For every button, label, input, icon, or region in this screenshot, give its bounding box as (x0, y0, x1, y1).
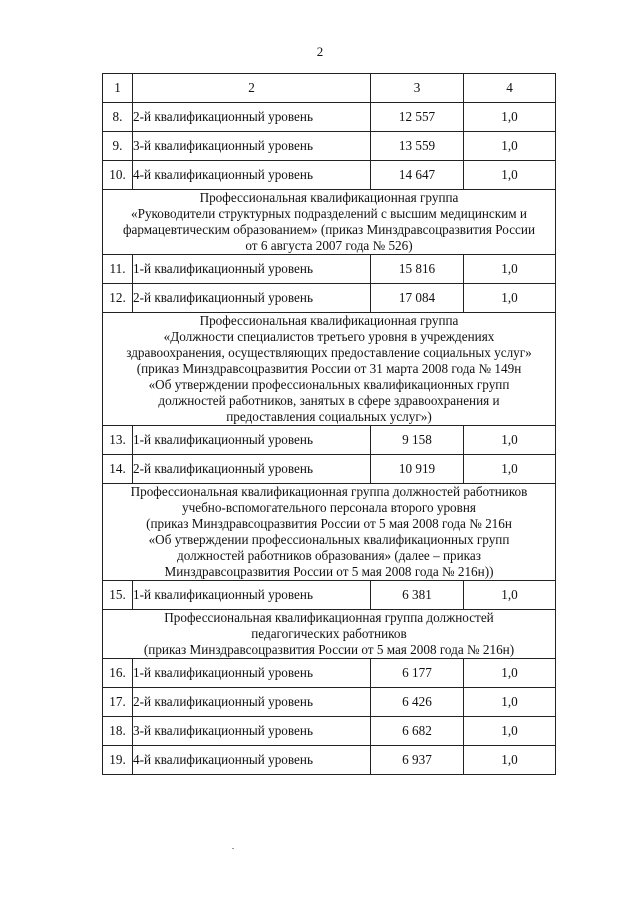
qualification-level: 1-й квалификационный уровень (133, 426, 371, 455)
group-heading-line: «Руководители структурных подразделений с высшим медицинским и (131, 206, 527, 221)
coefficient: 1,0 (464, 581, 556, 610)
base-salary: 10 919 (371, 455, 464, 484)
group-heading-line: (приказ Минздравсоцразвития России от 5 мая 2008 года № 216н (146, 516, 512, 531)
table-row (103, 455, 556, 484)
group-heading-row (103, 484, 556, 581)
group-heading (103, 610, 556, 659)
row-number: 8. (103, 103, 133, 132)
qualification-level: 3-й квалификационный уровень (133, 717, 371, 746)
table-row (103, 284, 556, 313)
group-heading-line: педагогических работников (251, 626, 407, 641)
group-heading (103, 484, 556, 581)
table-row (103, 103, 556, 132)
coefficient: 1,0 (464, 103, 556, 132)
base-salary: 15 816 (371, 255, 464, 284)
group-heading-line: предоставления социальных услуг») (226, 409, 432, 424)
qualification-level: 2-й квалификационный уровень (133, 455, 371, 484)
scan-mark (232, 848, 234, 849)
row-number: 11. (103, 255, 133, 284)
group-heading-line: Минздравсоцразвития России от 5 мая 2008 года № 216н)) (164, 564, 494, 579)
group-heading-row (103, 313, 556, 426)
table-row (103, 688, 556, 717)
row-number: 14. (103, 455, 133, 484)
row-number: 15. (103, 581, 133, 610)
row-number: 13. (103, 426, 133, 455)
coefficient: 1,0 (464, 426, 556, 455)
row-number: 10. (103, 161, 133, 190)
header-col-4: 4 (464, 74, 556, 103)
table-row (103, 717, 556, 746)
coefficient: 1,0 (464, 284, 556, 313)
row-number: 9. (103, 132, 133, 161)
qualification-level: 2-й квалификационный уровень (133, 688, 371, 717)
header-col-2: 2 (133, 74, 371, 103)
qualification-level: 4-й квалификационный уровень (133, 746, 371, 775)
group-heading-line: здравоохранения, осуществляющих предоставление социальных услуг» (126, 345, 532, 360)
table-header-row (103, 74, 556, 103)
group-heading-line: Профессиональная квалификационная группа (199, 313, 459, 328)
group-heading-line: (приказ Минздравсоцразвития России от 31 марта 2008 года № 149н (136, 361, 522, 376)
table-row (103, 581, 556, 610)
coefficient: 1,0 (464, 255, 556, 284)
group-heading-line: «Об утверждении профессиональных квалификационных групп (148, 532, 510, 547)
coefficient: 1,0 (464, 455, 556, 484)
table-row (103, 426, 556, 455)
group-heading-line: от 6 августа 2007 года № 526) (245, 238, 413, 253)
row-number: 12. (103, 284, 133, 313)
qualification-level: 4-й квалификационный уровень (133, 161, 371, 190)
group-heading (103, 190, 556, 255)
salary-table-body (103, 74, 556, 775)
coefficient: 1,0 (464, 161, 556, 190)
base-salary: 6 177 (371, 659, 464, 688)
group-heading-line: должностей работников, занятых в сфере здравоохранения и (158, 393, 500, 408)
salary-table (102, 73, 556, 775)
group-heading-line: «Должности специалистов третьего уровня в учреждениях (163, 329, 495, 344)
qualification-level: 3-й квалификационный уровень (133, 132, 371, 161)
table-row (103, 746, 556, 775)
header-col-1: 1 (103, 74, 133, 103)
group-heading-row (103, 190, 556, 255)
row-number: 18. (103, 717, 133, 746)
group-heading-line: Профессиональная квалификационная группа должностей работников (130, 484, 528, 499)
base-salary: 9 158 (371, 426, 464, 455)
group-heading-row (103, 610, 556, 659)
row-number: 16. (103, 659, 133, 688)
coefficient: 1,0 (464, 132, 556, 161)
base-salary: 12 557 (371, 103, 464, 132)
table-row (103, 255, 556, 284)
base-salary: 17 084 (371, 284, 464, 313)
row-number: 19. (103, 746, 133, 775)
table-row (103, 659, 556, 688)
coefficient: 1,0 (464, 746, 556, 775)
group-heading-line: учебно-вспомогательного персонала второго уровня (181, 500, 476, 515)
page-number: 2 (316, 44, 324, 59)
group-heading (103, 313, 556, 426)
qualification-level: 1-й квалификационный уровень (133, 581, 371, 610)
coefficient: 1,0 (464, 688, 556, 717)
row-number: 17. (103, 688, 133, 717)
base-salary: 13 559 (371, 132, 464, 161)
table-row (103, 132, 556, 161)
table-row (103, 161, 556, 190)
group-heading-line: Профессиональная квалификационная группа (199, 190, 459, 205)
qualification-level: 2-й квалификационный уровень (133, 284, 371, 313)
base-salary: 6 937 (371, 746, 464, 775)
group-heading-line: Профессиональная квалификационная группа должностей (164, 610, 494, 625)
group-heading-line: должностей работников образования» (далее – приказ (177, 548, 481, 563)
group-heading-line: (приказ Минздравсоцразвития России от 5 мая 2008 года № 216н) (143, 642, 515, 657)
base-salary: 14 647 (371, 161, 464, 190)
base-salary: 6 381 (371, 581, 464, 610)
header-col-3: 3 (371, 74, 464, 103)
base-salary: 6 426 (371, 688, 464, 717)
qualification-level: 2-й квалификационный уровень (133, 103, 371, 132)
coefficient: 1,0 (464, 659, 556, 688)
qualification-level: 1-й квалификационный уровень (133, 659, 371, 688)
group-heading-line: «Об утверждении профессиональных квалификационных групп (148, 377, 510, 392)
qualification-level: 1-й квалификационный уровень (133, 255, 371, 284)
group-heading-line: фармацевтическим образованием» (приказ Минздравсоцразвития России (122, 222, 536, 237)
base-salary: 6 682 (371, 717, 464, 746)
coefficient: 1,0 (464, 717, 556, 746)
